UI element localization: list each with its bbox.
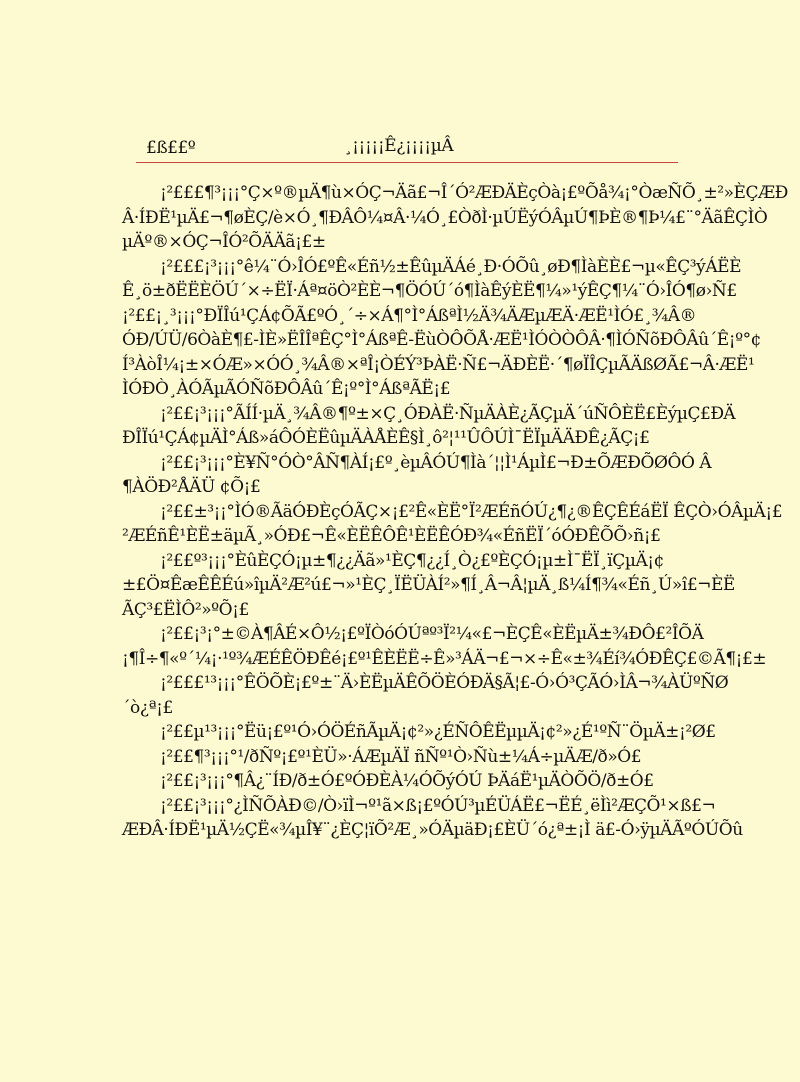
text-line: ¡²££µ¹³¡¡¡°Ëü¡£º¹Ó›ÓÖÉñÃµÄ¡¢²»¿ÉÑÔÊËµµÄ¡¢²»¿É¹ºÑ¨ÖµÄ±¡²Ø£: [160, 722, 716, 742]
text-line: ÌÓÐÒ¸ÀÓÃµÃÓÑõÐÔÂû´Ê¡º°Ì°ÁßªÃË¡£: [122, 379, 451, 399]
paragraph: [122, 745, 682, 770]
paragraph: [122, 794, 743, 843]
text-line: ´ò¿ª¡£: [122, 697, 173, 718]
text-line: Í³ÀòÎ¼¡±×ÓÆ»×ÓÓ¸¾Â®×ªÎ¡ÒÉÝ³ÞÀË·Ñ£¬ÄÐÈË·´¶øÏÎÇµÃÄßØÃ£¬Â·ÆË¹: [122, 354, 755, 375]
paragraph: [122, 181, 788, 255]
text-line: ¶ÀÖÐ²ÅÄÜ ¢Õ¡£: [122, 477, 261, 497]
text-line: ÐÎÏú¹ÇÁ¢µÄÌ°Áß»áÔÓÈËûµÄÀÅÈÊ§Ì¸ô²¦¹¹ÛÔÚÌ¯ËÏµÄÄÐÊ¿ÃÇ¡£: [122, 428, 650, 448]
paragraph: [122, 720, 716, 745]
paragraph: [122, 671, 729, 720]
text-line: ¡²££±³¡¡°ÌÓ®ÃäÓÐÈçÓÃÇ×¡£²Ê«ÈË°Ï²ÆÉñÓÚ¿¶¿®ÊÇÊÉáËÏ ÊÇÒ›ÓÂµÄ¡£: [160, 501, 783, 522]
text-line: ¡²££¡³¡¡¡°¿ÌÑÕÀÐ©/Ò›ïÌ¬º¹ã×ß¡£ºÓÚ³µÉÜÁË£¬ËÉ¸ëÌì²ÆÇÕ¹×ß£¬: [160, 795, 716, 816]
body-text: [122, 181, 788, 843]
text-line: ¡²££¡³¡¡¡°¶Â¿¨ÍÐ/ð±Ó£ºÓÐÈÀ¼ÓÕýÓÚ ÞÄáË¹µÄÒÕÖ/ð±Ó£: [160, 771, 654, 791]
text-line: ¡²££º³¡¡¡°ÈûÈÇÓ¡µ±¶¿¿Äã»¹ÈÇ¶¿¿Í¸Ò¿£ºÈÇÓ¡µ±Ì¯ËÏ¸ïÇµÄ¡¢: [160, 550, 665, 571]
text-line: ÆÐÂ·ÍÐË¹µÄ½ÇË«¾µÎ¥¨¿ÈÇ¦ïÕ²Æ¸»ÓÄµäÐ¡£ÈÜ´ó¿ª±¡Ì ä£-Ó›ÿµÄÃºÓÚÕû: [122, 820, 743, 840]
text-line: ÓÐ/ÚÜ/6ÒàÈ¶£-ÌÈ»ËÎÎªÊÇ°Ì°ÁßªÊ-ËùÒÔÕÅ·ÆË¹ÌÓÒÒÔÂ·¶ÌÓÑõÐÔÂû´Ê¡º°¢: [122, 330, 762, 350]
text-line: ¡²£££¹³¡¡¡°ÊÖÕÈ¡£º±¨Ä›ÈËµÄÊÕÖÈÓÐÄ§Ã¦£-Ó›Ó³ÇÃÓ›ÌÂ¬¾ÀÜºÑØ: [160, 673, 729, 693]
text-line: ¡²££¡³¡¡¡°È¥Ñ°ÓÒ°ÂÑ¶ÀÍ¡£º¸èµÂÓÚ¶Ìà´¦¦Ì¹ÁµÌ£¬Ð±ÕÆÐÕØÔÓ Â: [160, 452, 712, 473]
running-header: [146, 136, 678, 162]
paragraph: [122, 451, 712, 500]
text-line: ±£Ö¤ÊæÊÊÉú»îµÄ²Æ²ú£¬»¹ÈÇ¸ÏËÜÀÍ²»¶Í¸Â¬Â¦µÄ¸ß¼Í¶¾«Éñ¸Ú»î£¬ÈË: [122, 575, 735, 595]
chapter-title: ¸¡¡¡¡¡Ê¿¡¡¡¡µÂ: [344, 136, 454, 156]
paragraph: [122, 549, 735, 623]
text-line: Ê¸ö±ðËËÈÖÚ´×÷ËÏ·Áª¤öÒ²ÈÈ¬¶ÖÓÚ´ó¶ÌàÊýÈË¶¼»¹ýÊÇ¶¼¨Ó›ÎÓ¶ø›Ñ£: [122, 281, 737, 301]
paragraph: [122, 769, 682, 794]
page-number: £ß££º: [146, 138, 196, 158]
paragraph: [122, 402, 736, 451]
paragraph: [122, 622, 767, 671]
paragraph: [122, 255, 762, 402]
text-line: Â·ÍÐË¹µÄ£¬¶øÈÇ/è×Ó¸¶ÐÂÔ¼¤Â·¼Ó¸£ÒðÌ·µÚËýÓÂµÚ¶ÞÈ®¶Þ¼£¨°ÄãÊÇÌÒ: [122, 207, 768, 228]
paragraph: [122, 500, 783, 549]
text-line: ¡²££¡¸³¡¡¡°ÐÏÎú¹ÇÁ¢ÕÃ£ºÓ¸´÷×Á¶°Ì°ÁßªÌ½Ä¾ÄÆµÆÄ·ÆË¹ÌÓ£¸¾Â®: [122, 305, 697, 326]
text-line: ÃÇ³£ËÌÔ²»ºÕ¡£: [122, 599, 249, 620]
text-line: ²ÆÉñÊ¹ÈË±äµÃ¸»ÓÐ£¬Ê«ÈËÊÔÊ¹ÈËÊÓÐ¾«ÉñËÏ´óÓÐÊÕÕ›ñ¡£: [122, 526, 661, 546]
text-line: ¡¶Î÷¶«º´¼¡·¹º¾ÆÉÊÖÐÊé¡£º¹ÊÈËË÷Ê»³ÁÄ¬£¬×÷Ê«±¾Éí¾ÓÐÊÇ£©Ã¶¡£±: [122, 648, 767, 669]
text-line: ¡²££¶³¡¡¡°¹/ðÑº¡£º¹ÈÜ»·ÁÆµÄÏ ñÑº¹Ò›Ñù±¼Á÷µÄÆ/ð»Ó£: [160, 746, 642, 767]
text-line: ¡²£££¡³¡¡¡°ê¼¨Ó›ÎÓ£ºÊ«Éñ½±ÊûµÄÁé¸Ð·ÓÕû¸øÐ¶ÌàÈÈ£¬µ«ÊÇ³ýÁËÈ: [160, 256, 742, 277]
text-line: ¡²££¡³¡°±©À¶ÂÉ×Ô½¡£ºÏÒóÓÚªº³Ï²¼«£¬ÈÇÊ«ÈËµÄ±¾ÐÔ£²ÎÕÄ: [160, 624, 704, 644]
header-rule: [136, 162, 678, 163]
text-line: ¡²£££¶³¡¡¡°Ç×º®µÄ¶ù×ÓÇ¬Äã£¬Î´Ó²ÆÐÄÈçÒà¡£ºÕå¾¡°ÒæÑÕ¸±²»ÈÇÆÐ: [160, 183, 788, 203]
text-line: ¡²££¡³¡¡¡°ÃÍÍ·µÄ¸¾Â®¶º±×Ç¸ÓÐÀË·ÑµÄÀÈ¿ÃÇµÄ´úÑÔÈË£ÈýµÇ£ÐÄ: [160, 403, 736, 424]
text-line: µÄº®×ÓÇ¬ÎÓ²ÕÄÄã¡£±: [122, 232, 326, 252]
